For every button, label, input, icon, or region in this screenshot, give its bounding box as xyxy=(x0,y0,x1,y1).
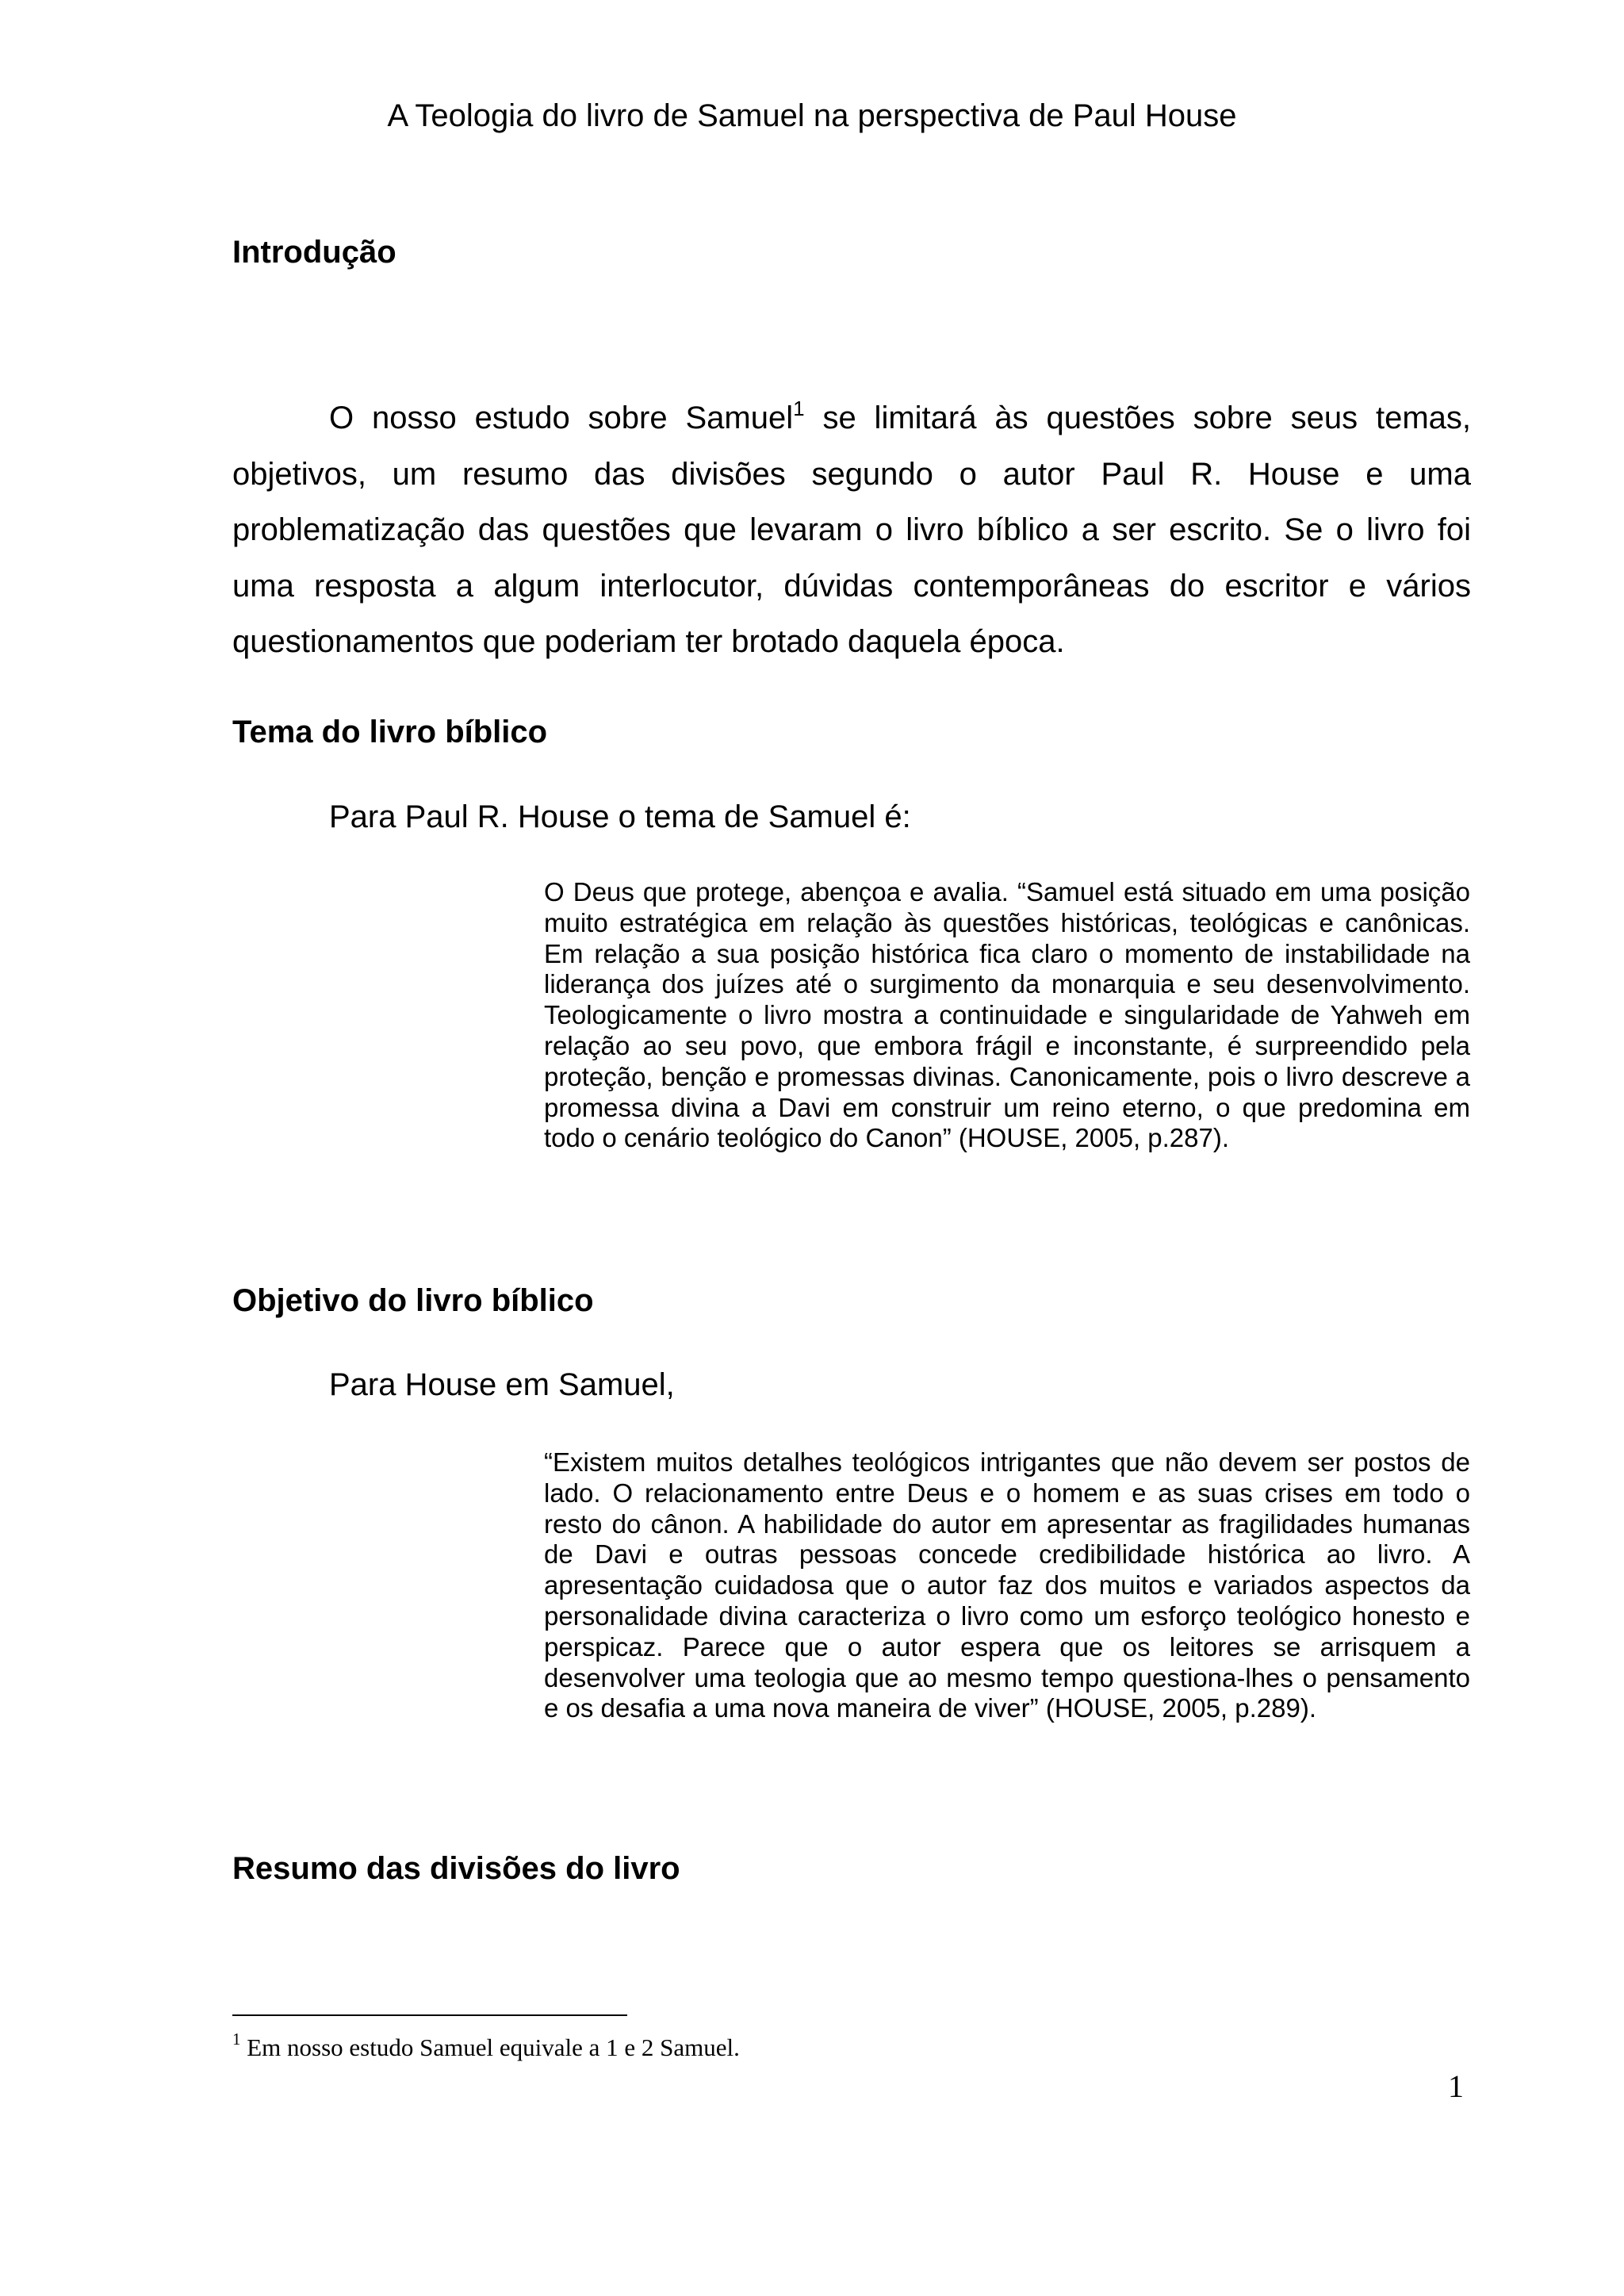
heading-objetivo: Objetivo do livro bíblico xyxy=(232,1283,594,1318)
running-header: A Teologia do livro de Samuel na perspectiva de Paul House xyxy=(387,98,1237,133)
objetivo-block-quote: “Existem muitos detalhes teológicos intrigantes que não devem ser postos de lado. O relacionamento entre Deus e o homem e as suas crises em todo o resto do cânon. A habilidade do autor em apresentar as fragilidades humanas de Davi e outras pessoas concede credibilidade histórica ao livro. A apresentação cuidadosa que o autor faz dos muitos e variados aspectos da personalidade divina caracteriza o livro como um esforço teológico honesto e perspicaz. Parece que o autor espera que os leitores se arrisquem a desenvolver uma teologia que ao mesmo tempo questiona-lhes o pensamento e os desafia a uma nova maneira de viver” (HOUSE, 2005, p.289). xyxy=(544,1447,1470,1723)
objetivo-lead: Para House em Samuel, xyxy=(329,1367,675,1402)
heading-tema: Tema do livro bíblico xyxy=(232,715,548,749)
intro-paragraph-rest: se limitará às questões sobre seus temas, objetivos, um resumo das divisões segundo o autor Paul R. House e uma problematização das questões que levaram o livro bíblico a ser escrito. Se o livro foi uma resposta a algum interlocutor, dúvidas contemporâneas do escritor e vários questionamentos que poderiam ter brotado daquela época. xyxy=(232,401,1471,659)
page-number: 1 xyxy=(1448,2068,1464,2104)
footnote xyxy=(232,2029,740,2064)
intro-paragraph xyxy=(232,390,1471,670)
footnote-text: Em nosso estudo Samuel equivale a 1 e 2 Samuel. xyxy=(240,2033,740,2061)
heading-introducao: Introdução xyxy=(232,235,396,270)
footnote-reference[interactable]: 1 xyxy=(793,396,805,420)
tema-lead: Para Paul R. House o tema de Samuel é: xyxy=(329,799,911,834)
footnote-separator xyxy=(232,2014,627,2016)
heading-resumo: Resumo das divisões do livro xyxy=(232,1851,680,1886)
tema-block-quote: O Deus que protege, abençoa e avalia. “Samuel está situado em uma posição muito estratégica em relação às questões históricas, teológicas e canônicas. Em relação a sua posição histórica fica claro o momento de instabilidade na liderança dos juízes até o surgimento da monarquia e seu desenvolvimento. Teologicamente o livro mostra a continuidade e singularidade de Yahweh em relação ao seu povo, que embora frágil e inconstante, é surpreendido pela proteção, benção e promessas divinas. Canonicamente, pois o livro descreve a promessa divina a Davi em construir um reino eterno, o que predomina em todo o cenário teológico do Canon” (HOUSE, 2005, p.287). xyxy=(544,877,1470,1153)
footnote-number: 1 xyxy=(232,2029,241,2049)
intro-paragraph-start: O nosso estudo sobre Samuel xyxy=(329,401,794,435)
